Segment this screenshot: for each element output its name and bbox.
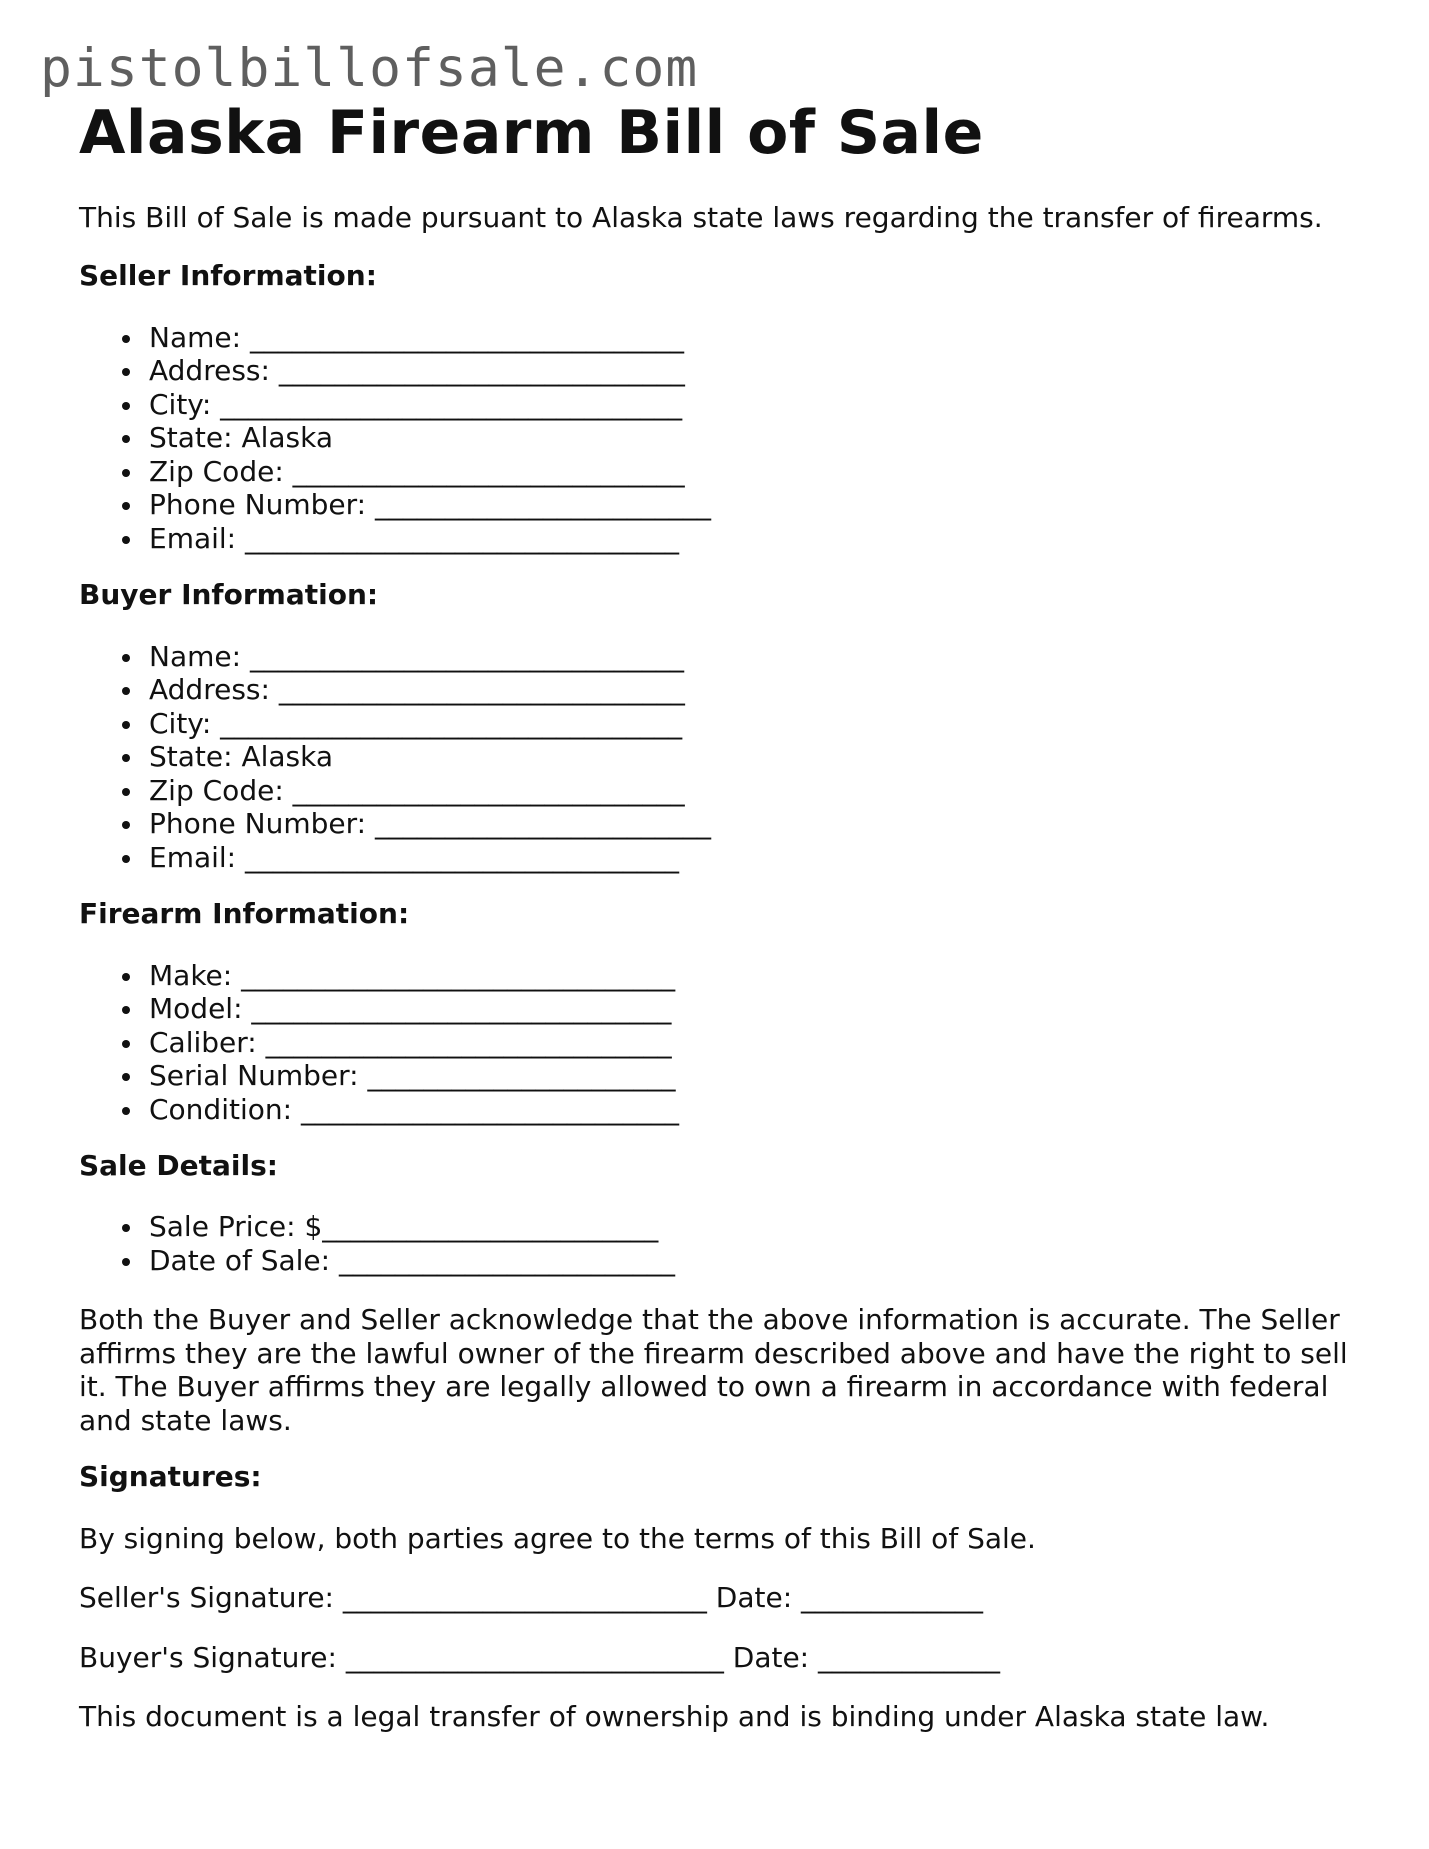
seller-city-field: City: _________________________________	[149, 388, 1369, 422]
document-page	[79, 100, 1369, 1734]
acknowledgement-paragraph: Both the Buyer and Seller acknowledge that the above information is accurate. The Seller affirms they are the lawful owner of the firearm described above and have the right to sell it. The Buyer affirms they are legally allowed to own a firearm in accordance with federal and state laws.	[79, 1303, 1348, 1437]
buyer-name-field: Name: _______________________________	[149, 640, 1369, 674]
buyer-info-list	[79, 640, 1369, 875]
site-watermark: pistolbillofsale.com	[40, 38, 699, 99]
firearm-condition-field: Condition: ___________________________	[149, 1093, 1369, 1127]
seller-info-list	[79, 321, 1369, 556]
buyer-phone-field: Phone Number: ________________________	[149, 807, 1369, 841]
buyer-signature-line: Buyer's Signature: ___________________________ Date: _____________	[79, 1640, 1001, 1674]
buyer-section-heading: Buyer Information:	[79, 578, 379, 612]
document-title: Alaska Firearm Bill of Sale	[79, 98, 984, 168]
intro-paragraph: This Bill of Sale is made pursuant to Alaska state laws regarding the transfer of firearms.	[79, 201, 1323, 234]
sale-price-field: Sale Price: $________________________	[149, 1210, 1369, 1244]
firearm-caliber-field: Caliber: _____________________________	[149, 1026, 1369, 1060]
seller-name-field: Name: _______________________________	[149, 321, 1369, 355]
seller-email-field: Email: _______________________________	[149, 522, 1369, 556]
seller-address-field: Address: _____________________________	[149, 354, 1369, 388]
sale-date-field: Date of Sale: ________________________	[149, 1244, 1369, 1278]
sale-details-list	[79, 1210, 1369, 1277]
signatures-section-heading: Signatures:	[79, 1460, 262, 1494]
seller-phone-field: Phone Number: ________________________	[149, 488, 1369, 522]
buyer-state-field: State: Alaska	[149, 740, 1369, 774]
seller-state-field: State: Alaska	[149, 421, 1369, 455]
buyer-zip-field: Zip Code: ____________________________	[149, 774, 1369, 808]
firearm-model-field: Model: ______________________________	[149, 992, 1369, 1026]
signature-agreement-text: By signing below, both parties agree to the terms of this Bill of Sale.	[79, 1521, 1036, 1555]
buyer-address-field: Address: _____________________________	[149, 673, 1369, 707]
firearm-serial-field: Serial Number: ______________________	[149, 1059, 1369, 1093]
firearm-info-list	[79, 959, 1369, 1127]
buyer-email-field: Email: _______________________________	[149, 841, 1369, 875]
firearm-section-heading: Firearm Information:	[79, 897, 410, 931]
buyer-city-field: City: _________________________________	[149, 707, 1369, 741]
footer-statement: This document is a legal transfer of ownership and is binding under Alaska state law.	[79, 1700, 1270, 1734]
seller-section-heading: Seller Information:	[79, 259, 377, 293]
sale-section-heading: Sale Details:	[79, 1149, 278, 1183]
firearm-make-field: Make: _______________________________	[149, 959, 1369, 993]
seller-zip-field: Zip Code: ____________________________	[149, 455, 1369, 489]
seller-signature-line: Seller's Signature: __________________________ Date: _____________	[79, 1581, 984, 1615]
